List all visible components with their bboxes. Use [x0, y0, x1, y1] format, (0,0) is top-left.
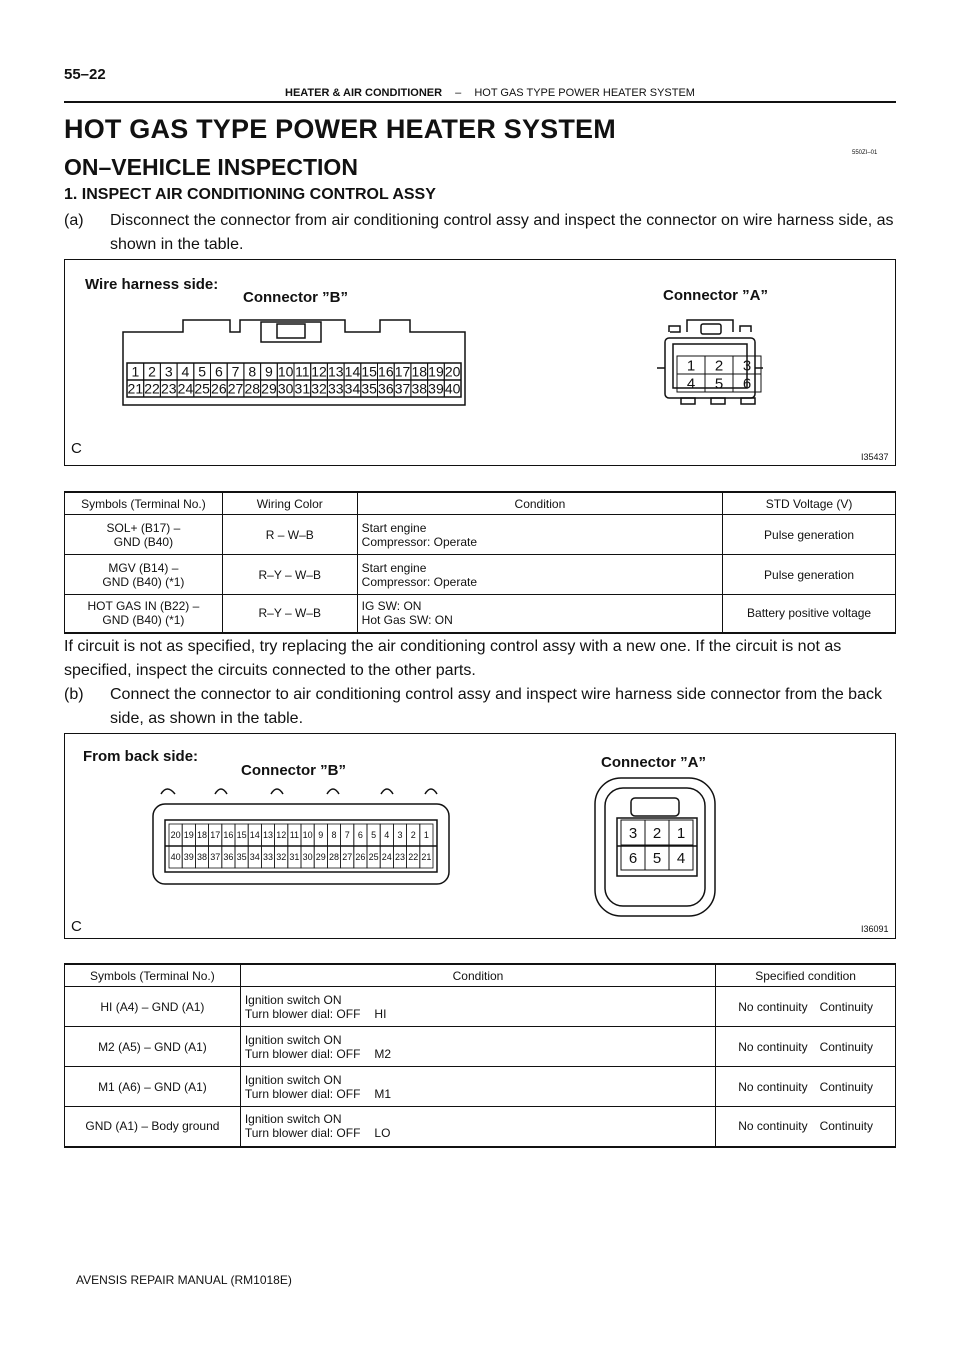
cell-spec: No continuity Continuity: [716, 1067, 896, 1107]
fig1-b-pin-label: 27: [227, 380, 244, 397]
fig2-a-pin-label: 3: [628, 824, 638, 842]
table-row: [65, 1107, 896, 1147]
fig2-a-pin-label: 6: [628, 849, 638, 867]
fig2-b-pin-label: 9: [318, 830, 324, 841]
fig2-a-pin-label: 4: [676, 849, 686, 867]
fig2-b-pin-label: 23: [394, 852, 406, 863]
table-row: [65, 595, 896, 633]
note-paragraph: If circuit is not as specified, try replacing the air conditioning control assy with a new one. If the circuit is not as specified, inspect the circuits connected to the other parts.: [64, 638, 842, 679]
fig2-b-pin-label: 13: [262, 830, 274, 841]
fig1-b-pin-label: 25: [194, 380, 210, 397]
fig1-b-pin-label: 23: [160, 380, 177, 397]
fig2-b-pin-label: 38: [196, 852, 208, 863]
fig1-b-pin-label: 1: [131, 363, 140, 380]
fig1-b-pin-label: 38: [411, 380, 428, 397]
fig1-b-pin-label: 5: [198, 363, 207, 380]
fig2-b-pin-label: 15: [236, 830, 247, 841]
cell-condition: Ignition switch ON Turn blower dial: OFF M1: [240, 1067, 715, 1107]
cell-spec: No continuity Continuity: [716, 987, 896, 1027]
fig2-b-pin-label: 4: [384, 830, 390, 841]
fig1-b-pin-label: 15: [361, 363, 377, 380]
fig2-b-pin-label: 14: [249, 830, 260, 841]
cell-color: R–Y – W–B: [222, 555, 357, 595]
figure-wire-harness-side: [64, 259, 896, 466]
table-row: [65, 1067, 896, 1107]
fig1-b-pin-label: 11: [295, 363, 310, 380]
fig2-b-pin-label: 33: [262, 852, 274, 863]
cell-symbol: MGV (B14) – GND (B40) (*1): [65, 555, 223, 595]
fig1-b-pin-label: 18: [411, 363, 428, 380]
fig2-b-pin-label: 21: [421, 852, 432, 863]
subsection-name: HOT GAS TYPE POWER HEATER SYSTEM: [474, 87, 695, 99]
section-name: HEATER & AIR CONDITIONER: [285, 87, 443, 99]
figure-2-connector-a-label: Connector ”A”: [601, 754, 706, 771]
fig2-b-pin-label: 40: [170, 852, 181, 863]
fig2-b-pin-label: 19: [183, 830, 194, 841]
fig1-b-pin-label: 40: [444, 380, 461, 397]
step-a-marker: (a): [64, 212, 84, 229]
cell-std: Pulse generation: [723, 515, 896, 555]
figure-1-label: Wire harness side:: [85, 276, 219, 293]
step-b-marker: (b): [64, 686, 84, 703]
cell-symbol: GND (A1) – Body ground: [65, 1107, 241, 1147]
fig1-b-pin-label: 19: [428, 363, 444, 380]
col-specified-condition: Specified condition: [716, 964, 896, 987]
step-a-text: Disconnect the connector from air conditioning control assy and inspect the connector on wire harness side, as shown in the table.: [110, 212, 894, 253]
cell-condition: Start engine Compressor: Operate: [357, 555, 723, 595]
fig2-b-pin-label: 27: [342, 852, 353, 863]
figure-2-label: From back side:: [83, 748, 199, 765]
fig1-b-pin-label: 3: [164, 363, 173, 380]
fig1-b-pin-label: 20: [444, 363, 461, 380]
fig1-b-pin-label: 7: [231, 363, 240, 380]
col-condition: Condition: [240, 964, 715, 987]
fig1-b-pin-label: 28: [244, 380, 261, 397]
col-condition: Condition: [357, 492, 723, 515]
fig1-b-pin-label: 36: [378, 380, 394, 397]
cell-symbol: M1 (A6) – GND (A1): [65, 1067, 241, 1107]
section-header: [285, 87, 695, 99]
fig1-b-pin-label: 22: [144, 380, 160, 397]
figure-2-corner-mark: C: [71, 918, 82, 935]
fig2-b-pin-label: 29: [315, 852, 326, 863]
fig2-b-pin-label: 30: [302, 852, 313, 863]
cell-spec: No continuity Continuity: [716, 1107, 896, 1147]
cell-std: Pulse generation: [723, 555, 896, 595]
figure-from-back-side: [64, 733, 896, 939]
fig1-b-pin-label: 10: [277, 363, 294, 380]
section-subtitle: ON–VEHICLE INSPECTION: [64, 154, 358, 180]
fig1-b-pin-label: 14: [344, 363, 361, 380]
figure-2-drawing: [65, 734, 895, 938]
fig2-b-pin-label: 2: [410, 830, 416, 841]
fig1-b-pin-label: 32: [311, 380, 327, 397]
table-row: [65, 1027, 896, 1067]
fig2-b-pin-label: 24: [381, 852, 392, 863]
cell-condition: Start engine Compressor: Operate: [357, 515, 723, 555]
page-number: 55–22: [64, 66, 106, 83]
cell-condition: Ignition switch ON Turn blower dial: OFF M2: [240, 1027, 715, 1067]
fig2-a-pin-label: 2: [652, 824, 662, 842]
fig1-b-pin-label: 17: [394, 363, 411, 380]
fig1-b-pin-label: 37: [394, 380, 411, 397]
fig1-b-pin-label: 2: [148, 363, 156, 380]
cell-condition: Ignition switch ON Turn blower dial: OFF LO: [240, 1107, 715, 1147]
doc-code: 550ZI–01: [852, 150, 878, 156]
table-row: [65, 555, 896, 595]
cell-symbol: M2 (A5) – GND (A1): [65, 1027, 241, 1067]
fig2-b-pin-label: 35: [236, 852, 247, 863]
fig1-a-pin-label: 5: [714, 375, 724, 393]
fig1-b-pin-label: 24: [177, 380, 194, 397]
fig1-b-pin-label: 6: [214, 363, 223, 380]
fig2-b-pin-label: 5: [371, 830, 377, 841]
fig2-b-pin-label: 39: [183, 852, 194, 863]
fig2-b-pin-label: 8: [331, 830, 337, 841]
fig1-b-pin-label: 26: [211, 380, 227, 397]
figure-2-connector-b-label: Connector ”B”: [241, 762, 346, 779]
fig1-b-pin-label: 8: [248, 363, 257, 380]
step-1-heading: 1. INSPECT AIR CONDITIONING CONTROL ASSY: [64, 186, 436, 203]
figure-1-corner-mark: C: [71, 440, 82, 457]
figure-1-id: I35437: [861, 452, 889, 462]
fig1-b-pin-label: 34: [344, 380, 361, 397]
table-header-row: [65, 964, 896, 987]
fig1-a-pin-label: 3: [742, 357, 752, 375]
fig1-b-pin-label: 9: [265, 363, 273, 380]
col-symbols: Symbols (Terminal No.): [65, 964, 241, 987]
fig1-b-pin-label: 31: [294, 380, 311, 397]
fig2-b-pin-label: 10: [302, 830, 313, 841]
fig2-b-pin-label: 18: [196, 830, 208, 841]
fig1-b-pin-label: 33: [327, 380, 344, 397]
cell-spec: No continuity Continuity: [716, 1027, 896, 1067]
fig2-b-pin-label: 36: [223, 852, 234, 863]
section-separator: –: [455, 87, 462, 99]
page-title: HOT GAS TYPE POWER HEATER SYSTEM: [64, 114, 616, 144]
fig1-a-pin-label: 6: [742, 375, 752, 393]
fig2-a-pin-label: 5: [652, 849, 662, 867]
cell-symbol: HI (A4) – GND (A1): [65, 987, 241, 1027]
continuity-spec-table: [64, 963, 896, 1148]
cell-condition: Ignition switch ON Turn blower dial: OFF HI: [240, 987, 715, 1027]
step-b-text: Connect the connector to air conditioning control assy and inspect wire harness side connector from the back side, as shown in the table.: [110, 686, 882, 727]
fig2-b-pin-label: 26: [355, 852, 366, 863]
voltage-spec-table: [64, 491, 896, 634]
fig2-b-pin-label: 12: [276, 830, 287, 841]
connector-a-back-side: [595, 778, 715, 916]
col-std-voltage: STD Voltage (V): [723, 492, 896, 515]
fig2-b-pin-label: 25: [368, 852, 379, 863]
table-row: [65, 515, 896, 555]
fig2-b-pin-label: 22: [408, 852, 419, 863]
fig1-a-pin-label: 4: [686, 375, 696, 393]
fig1-b-pin-label: 4: [181, 363, 190, 380]
fig2-b-pin-label: 7: [344, 830, 350, 841]
fig2-b-pin-label: 28: [328, 852, 340, 863]
table-header-row: [65, 492, 896, 515]
cell-color: R–Y – W–B: [222, 595, 357, 633]
fig1-b-pin-label: 13: [327, 363, 344, 380]
fig2-b-pin-label: 20: [170, 830, 181, 841]
fig1-b-pin-label: 21: [127, 380, 144, 397]
figure-2-id: I36091: [861, 924, 889, 934]
fig1-b-pin-label: 12: [311, 363, 327, 380]
fig1-b-pin-label: 39: [428, 380, 444, 397]
cell-std: Battery positive voltage: [723, 595, 896, 633]
fig1-a-pin-label: 1: [686, 357, 696, 375]
fig1-a-pin-label: 2: [714, 357, 724, 375]
col-wiring-color: Wiring Color: [222, 492, 357, 515]
header-rule: [64, 101, 896, 103]
cell-symbol: SOL+ (B17) – GND (B40): [65, 515, 223, 555]
cell-color: R – W–B: [222, 515, 357, 555]
cell-symbol: HOT GAS IN (B22) – GND (B40) (*1): [65, 595, 223, 633]
fig2-b-pin-label: 31: [289, 852, 300, 863]
fig2-a-pin-label: 1: [676, 824, 686, 842]
fig1-b-pin-label: 16: [378, 363, 394, 380]
fig2-b-pin-label: 6: [357, 830, 363, 841]
fig2-b-pin-label: 16: [223, 830, 234, 841]
fig2-b-pin-label: 37: [210, 852, 221, 863]
figure-1-drawing: [65, 260, 895, 465]
fig1-b-pin-label: 35: [361, 380, 377, 397]
fig1-b-pin-label: 30: [277, 380, 294, 397]
fig2-b-pin-label: 3: [397, 830, 403, 841]
figure-1-connector-a-label: Connector ”A”: [663, 287, 768, 304]
cell-condition: IG SW: ON Hot Gas SW: ON: [357, 595, 723, 633]
figure-1-connector-b-label: Connector ”B”: [243, 289, 348, 306]
fig2-b-pin-label: 11: [289, 830, 300, 841]
fig2-b-pin-label: 17: [210, 830, 221, 841]
fig2-b-pin-label: 34: [249, 852, 260, 863]
table-row: [65, 987, 896, 1027]
footer: AVENSIS REPAIR MANUAL (RM1018E): [76, 1273, 292, 1287]
fig2-b-pin-label: 1: [423, 830, 429, 841]
col-symbols: Symbols (Terminal No.): [65, 492, 223, 515]
fig1-b-pin-label: 29: [261, 380, 277, 397]
fig2-b-pin-label: 32: [276, 852, 287, 863]
